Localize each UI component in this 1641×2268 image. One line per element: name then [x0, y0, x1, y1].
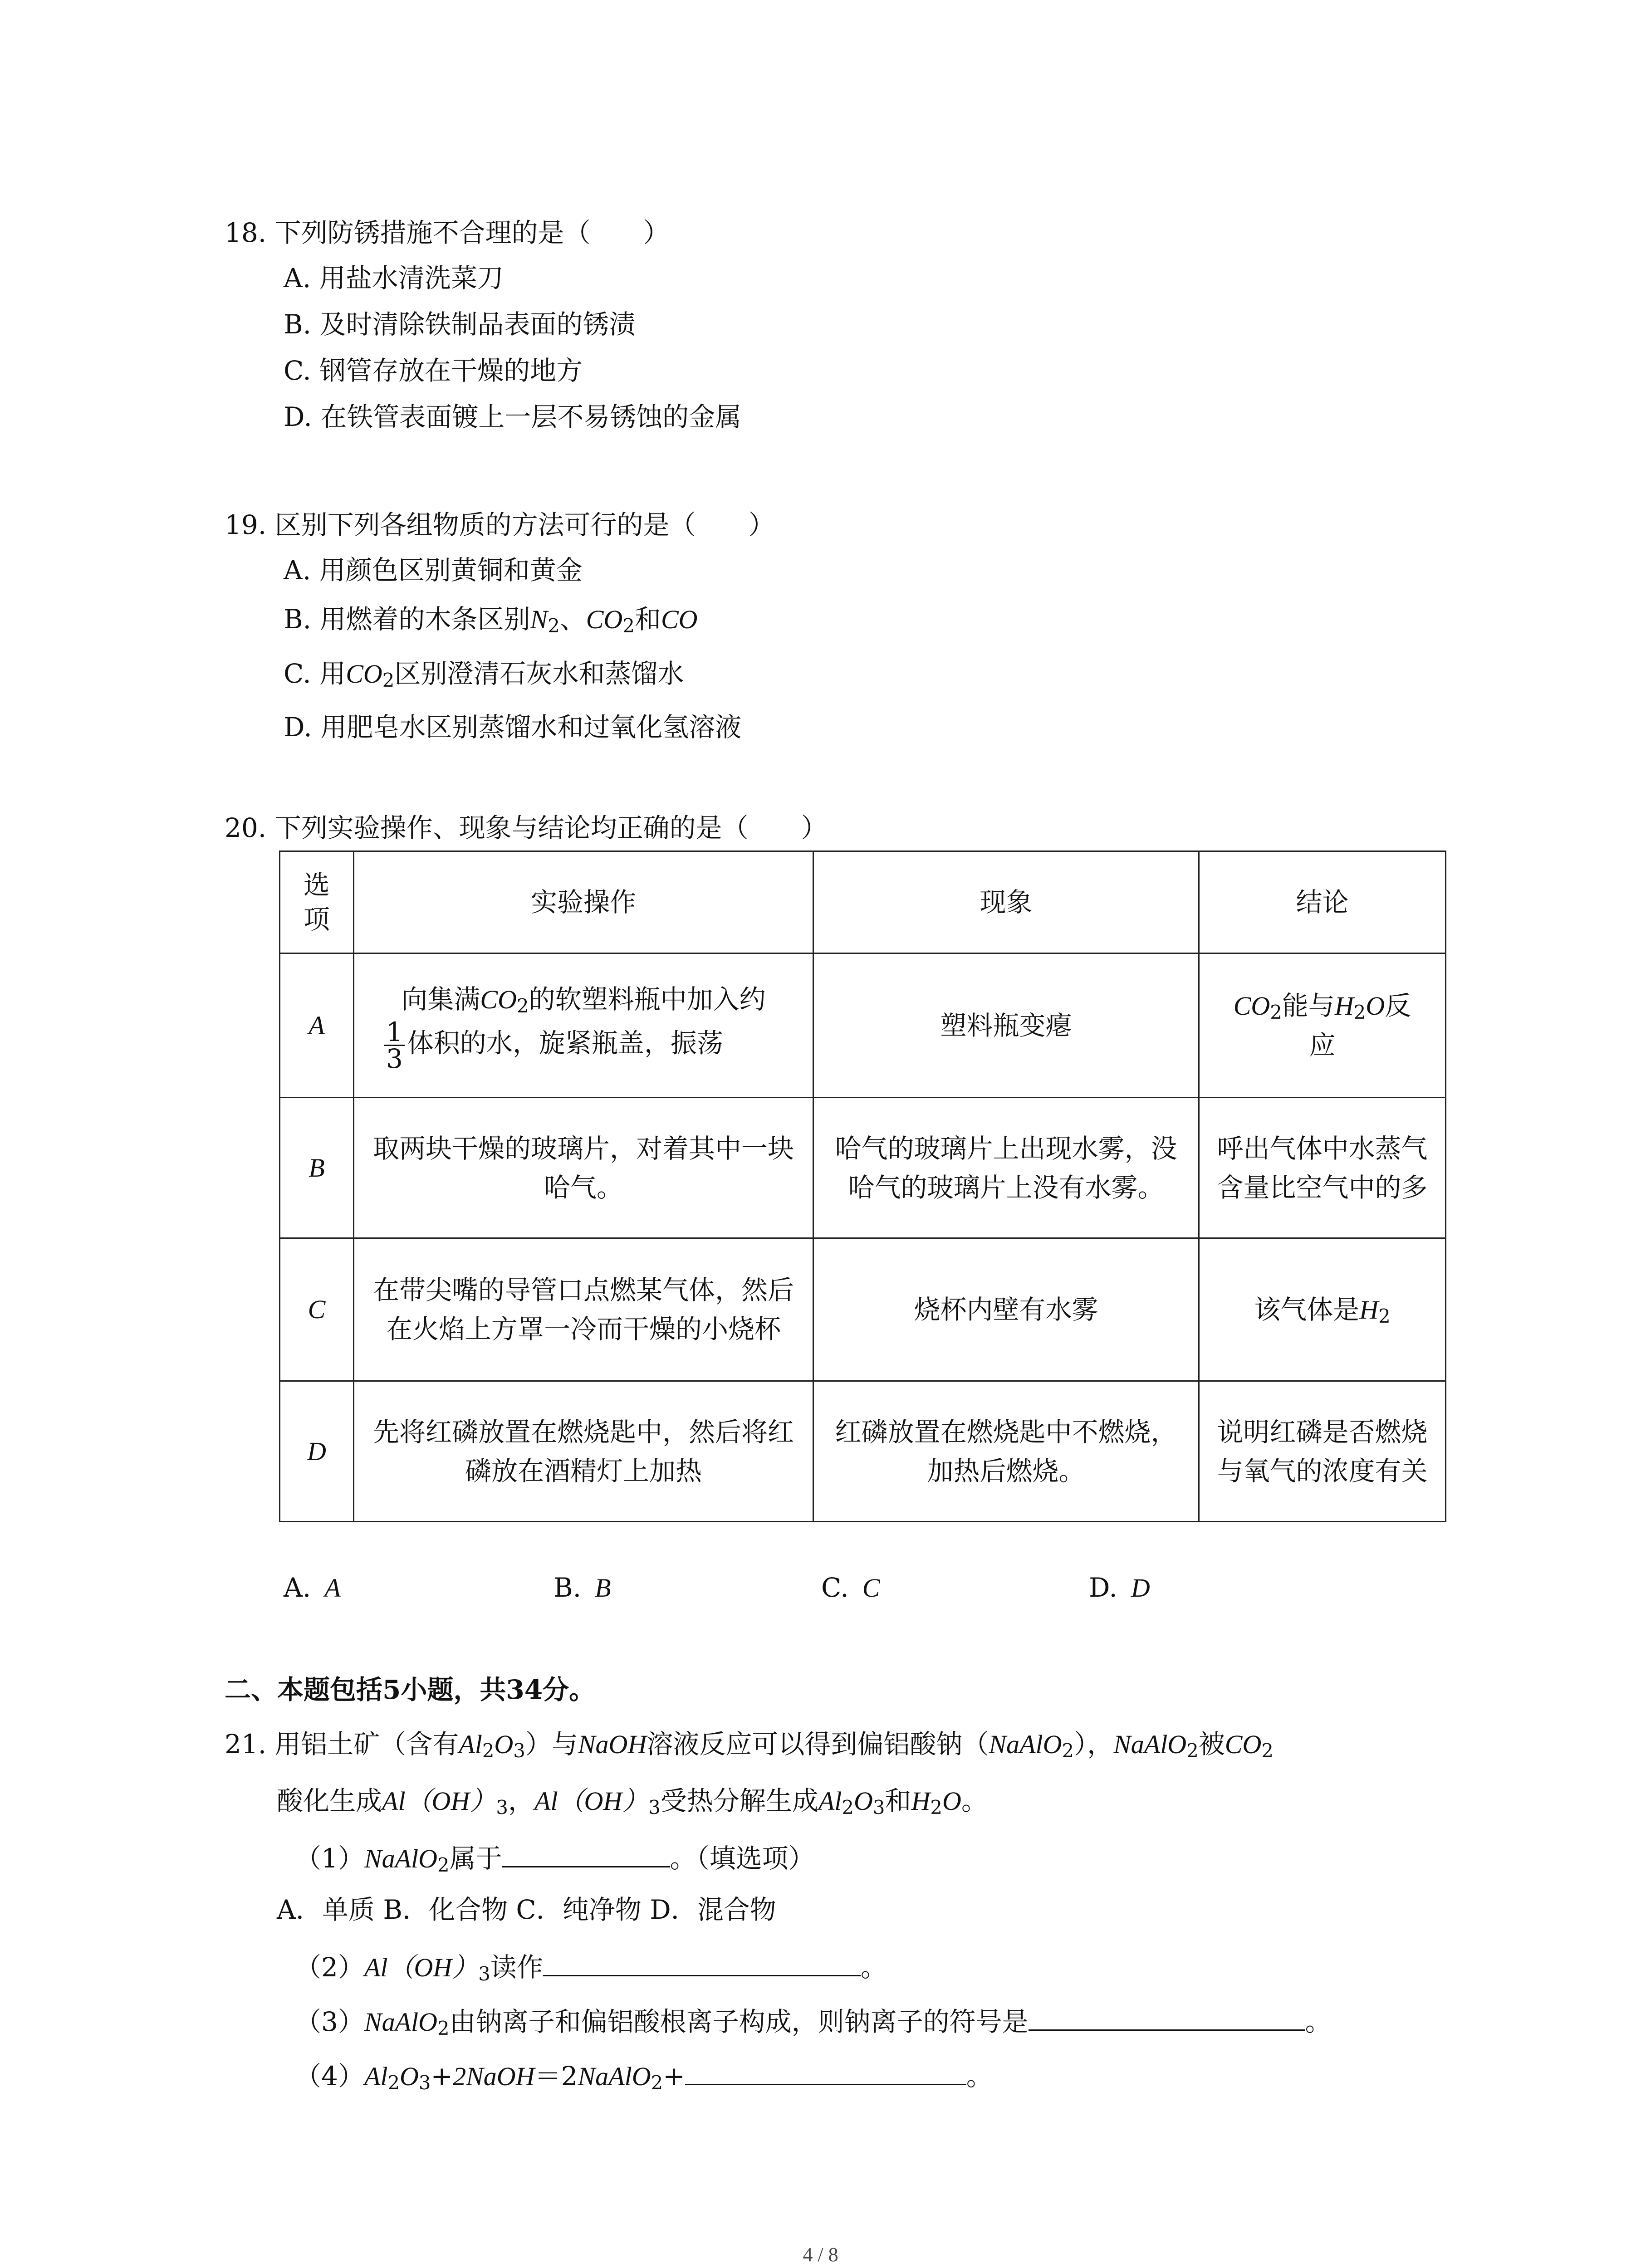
q21-part4: $(4)Al_2O_3+2NaOH=2NaAlO_2+$ 。	[295, 2059, 993, 2092]
q18-option-b: B. 及时清除铁制品表面的锈渍	[284, 309, 636, 340]
row-conclusion: 说明红磷是否燃烧与氧气的浓度有关	[1199, 1381, 1446, 1522]
table-row	[280, 1098, 1446, 1238]
q18-stem: 18. 下列防锈措施不合理的是（ ）	[225, 217, 670, 248]
row-conclusion: $CO_2$能与$H_2O$反 应	[1199, 953, 1446, 1098]
answer-blank-2[interactable]	[543, 1950, 861, 1976]
table-row	[280, 1238, 1446, 1381]
q18-option-a: A. 用盐水清洗菜刀	[284, 263, 504, 293]
q21-stem-line2: 酸化生成$Al(OH)_3$，$Al(OH)_3$受热分解生成$Al_2O_3$和$H_2O$。	[277, 1785, 988, 1819]
row-option: C	[280, 1238, 354, 1381]
table-header-row	[280, 851, 1446, 953]
q19-option-d: D. 用肥皂水区别蒸馏水和过氧化氢溶液	[284, 712, 742, 743]
header-operation: 实验操作	[354, 851, 813, 953]
row-option: D	[280, 1381, 354, 1522]
q18-option-c: C. 钢管存放在干燥的地方	[284, 355, 583, 386]
row-phenomenon: 红磷放置在燃烧匙中不燃烧，加热后燃烧。	[813, 1381, 1199, 1522]
row-operation: 在带尖嘴的导管口点燃某气体，然后在火焰上方罩一冷而干燥的小烧杯	[354, 1238, 813, 1381]
table-row	[280, 1381, 1446, 1522]
page-number: 4 / 8	[803, 2244, 838, 2266]
q21-choices: A．单质 B．化合物 C．纯净物 D．混合物	[277, 1894, 776, 1925]
row-conclusion: 呼出气体中水蒸气含量比空气中的多	[1199, 1098, 1446, 1238]
q20-answer-a: A. A	[284, 1572, 341, 1603]
row-operation: 先将红磷放置在燃烧匙中，然后将红磷放在酒精灯上加热	[354, 1381, 813, 1522]
answer-blank-3[interactable]	[1029, 2005, 1305, 2031]
q18-option-d: D. 在铁管表面镀上一层不易锈蚀的金属	[284, 401, 742, 432]
answer-blank-1[interactable]	[502, 1842, 670, 1867]
q19-stem: 19. 区别下列各组物质的方法可行的是（ ）	[225, 509, 775, 540]
row-option: A	[280, 953, 354, 1098]
q20-answer-d: D. D	[1089, 1572, 1150, 1603]
table-row	[280, 953, 1446, 1098]
q21-part2: $(2)Al(OH)_3$读作 。	[295, 1950, 887, 1984]
q21-part1: （1）NaAlO$_2$属于 。（填选项）	[295, 1842, 815, 1875]
row-operation: 取两块干燥的玻璃片，对着其中一块哈气。	[354, 1098, 813, 1238]
header-phenomenon: 现象	[813, 851, 1199, 953]
q20-stem: 20. 下列实验操作、现象与结论均正确的是（ ）	[225, 812, 828, 843]
q21-part3: （3）NaAlO$_2$由钠离子和偏铝酸根离子构成，则钠离子的符号是 。	[295, 2005, 1332, 2038]
q21-stem-line1: 21. 用铝土矿（含有$Al_2O_3$）与NaOH溶液反应可以得到偏铝酸钠（NaAlO$_2$），NaAlO$_2$被$CO_2$	[225, 1729, 1274, 1762]
q20-table	[279, 850, 1446, 1522]
answer-blank-4[interactable]	[685, 2059, 966, 2085]
header-conclusion: 结论	[1199, 851, 1446, 953]
q20-answer-b: B. B	[554, 1572, 611, 1603]
row-operation: 向集满$CO_2$的软塑料瓶中加入约 $\frac{1}{3}$ 体积的水，旋紧瓶盖，振荡	[354, 953, 813, 1098]
q20-answer-c: C. C	[821, 1572, 880, 1603]
row-phenomenon: 哈气的玻璃片上出现水雾，没哈气的玻璃片上没有水雾。	[813, 1098, 1199, 1238]
q19-option-c: C. 用$CO_2$区别澄清石灰水和蒸馏水	[284, 658, 684, 692]
row-phenomenon: 塑料瓶变瘪	[813, 953, 1199, 1098]
row-phenomenon: 烧杯内壁有水雾	[813, 1238, 1199, 1381]
row-option: B	[280, 1098, 354, 1238]
section-title: 二、本题包括5小题，共34分。	[225, 1674, 596, 1705]
header-option: 选项	[280, 851, 354, 953]
q19-option-b: B. 用燃着的木条区别$N_2$、$CO_2$和CO	[284, 604, 698, 637]
row-conclusion: 该气体是$H_2$	[1199, 1238, 1446, 1381]
fraction-one-third: $\frac{1}{3}$	[384, 1019, 405, 1071]
q19-option-a: A. 用颜色区别黄铜和黄金	[284, 555, 583, 586]
